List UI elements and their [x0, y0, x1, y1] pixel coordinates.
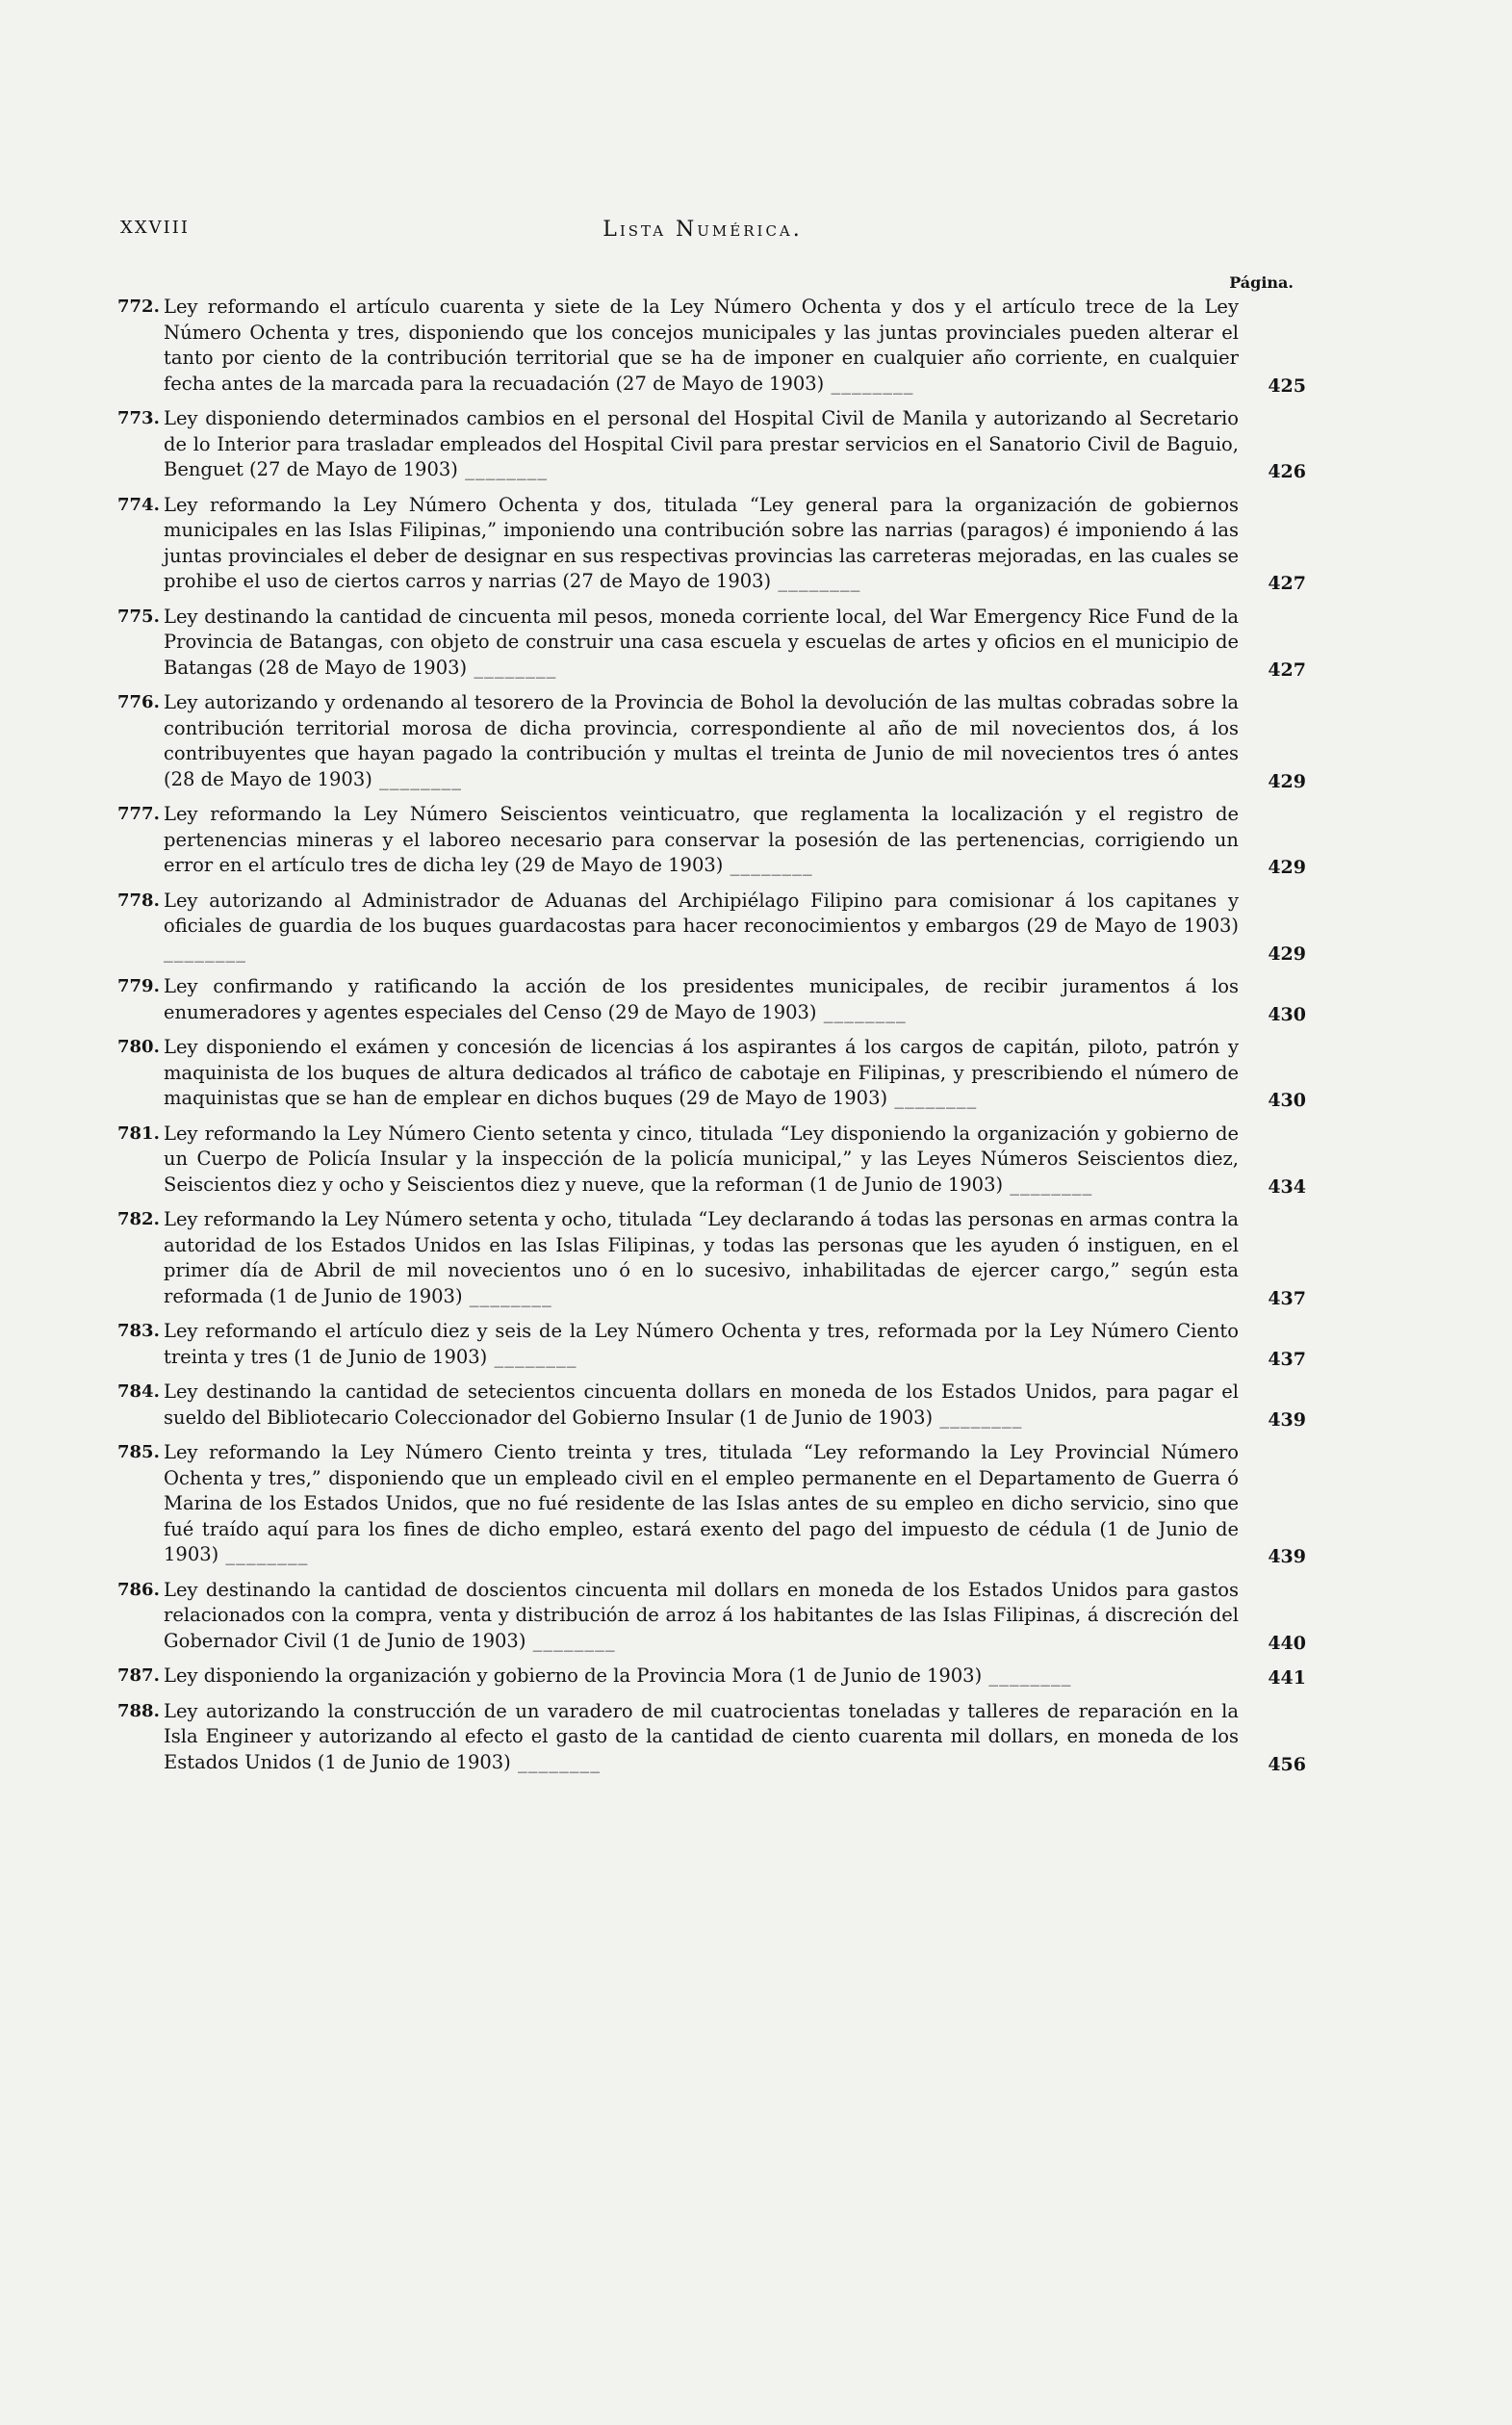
entry-page-number: 440 — [1268, 1632, 1306, 1654]
leader-dots: ________ — [467, 656, 557, 679]
entry-number: 779. — [117, 976, 160, 996]
entry-number: 781. — [117, 1122, 160, 1144]
entry-number: 778. — [117, 890, 160, 911]
list-item — [117, 1440, 1306, 1568]
entry-number: 772. — [117, 297, 160, 317]
entry-page-number: 434 — [1268, 1175, 1306, 1198]
entry-text: Ley confirmando y ratificando la acción de los presidentes municipales, de recibir juramentos á los enumeradores y agentes especiales del Censo (29 de Mayo de 1903) — [164, 975, 1239, 1023]
list-item — [117, 406, 1306, 483]
list-item — [117, 1207, 1306, 1309]
entry-page-number: 425 — [1268, 374, 1306, 397]
list-item — [117, 605, 1306, 682]
leader-dots: ________ — [525, 1629, 616, 1652]
entry-number: 787. — [117, 1665, 160, 1686]
entry-page-number: 430 — [1268, 1090, 1306, 1111]
entry-text: Ley reformando la Ley Número Seiscientos veinticuatro, que reglamenta la localización y el registro de pertenencias mineras y el laboreo necesario para conservar la posesión de las pertenencias, corrigiendo un error en el artículo tres de dicha ley (29 de Mayo de 1903) — [164, 803, 1239, 876]
leader-dots: ________ — [487, 1345, 577, 1368]
entry-number: 782. — [117, 1209, 160, 1229]
leader-dots: ________ — [462, 1284, 552, 1307]
list-item — [117, 1319, 1306, 1370]
list-item — [117, 1035, 1306, 1112]
list-item — [117, 1122, 1306, 1199]
leader-dots: ________ — [1003, 1173, 1093, 1196]
entry-text: Ley autorizando y ordenando al tesorero de la Provincia de Bohol la devolución de las multas cobradas sobre la contribución territorial morosa de dicha provincia, correspondiente al año de mil novecientos dos, á los contribuyentes que hayan pagado la contribución y multas el treinta de Junio de mil novecientos tres ó antes (28 de Mayo de 1903) — [164, 691, 1239, 790]
entry-page-number: 437 — [1268, 1348, 1306, 1370]
entry-text: Ley reformando la Ley Número Ciento treinta y tres, titulada “Ley reformando la Ley Provincial Número Ochenta y tres,” disponiendo que un empleado civil en el empleo permanente en el Departamento de Guerra ó Marina de los Estados Unidos, que no fué residente de las Islas antes de su empleo en dicho servicio, sino que fué traído aquí para los fines de dicho empleo, estará exento del pago del impuesto de cédula (1 de Junio de 1903) — [164, 1441, 1239, 1565]
page-number: XXVIII — [120, 218, 190, 238]
leader-dots: ________ — [824, 372, 914, 395]
entry-number: 783. — [117, 1321, 160, 1341]
entry-text: Ley autorizando la construcción de un varadero de mil cuatrocientas toneladas y talleres de reparación en la Isla Engineer y autorizando al efecto el gasto de la cantidad de ciento cuarenta mil dollars, en moneda de los Estados Unidos (1 de Junio de 1903) — [164, 1699, 1239, 1773]
leader-dots: ________ — [723, 854, 813, 876]
leader-dots: ________ — [372, 767, 463, 790]
entry-page-number: 429 — [1268, 857, 1306, 878]
entry-text: Ley reformando la Ley Número setenta y ocho, titulada “Ley declarando á todas las personas en armas contra la autoridad de los Estados Unidos en las Islas Filipinas, y todas las personas que les ayuden ó instiguen, en el primer día de Abril de mil novecientos uno ó en lo sucesivo, inhabilitadas de ejercer cargo,” según esta reformada (1 de Junio de 1903) — [164, 1208, 1239, 1307]
list-item — [117, 1380, 1306, 1431]
page-column-label: Página. — [1229, 273, 1294, 292]
entry-page-number: 456 — [1268, 1753, 1306, 1775]
entry-page-number: 439 — [1268, 1546, 1306, 1567]
list-item — [117, 1664, 1306, 1690]
list-item — [117, 1578, 1306, 1655]
entry-page-number: 427 — [1268, 573, 1306, 594]
entry-number: 777. — [117, 804, 160, 824]
entry-text: Ley reformando el artículo diez y seis de la Ley Número Ochenta y tres, reformada por la Ley Número Ciento treinta y tres (1 de Junio de 1903) — [164, 1320, 1239, 1368]
list-item — [117, 802, 1306, 879]
entry-page-number: 441 — [1268, 1667, 1306, 1689]
entry-number: 775. — [117, 606, 160, 627]
entry-text: Ley disponiendo el exámen y concesión de licencias á los aspirantes á los cargos de capitán, piloto, patrón y maquinista de los buques de altura dedicados al tráfico de cabotaje en Filipinas, y prescribiendo el número de maquinistas que se han de emplear en dichos buques (29 de Mayo de 1903) — [164, 1036, 1239, 1109]
entry-number: 774. — [117, 494, 160, 515]
entry-page-number: 429 — [1268, 942, 1306, 965]
entry-number: 786. — [117, 1579, 160, 1600]
entry-number: 784. — [117, 1381, 160, 1402]
list-item — [117, 493, 1306, 595]
entry-text: Ley destinando la cantidad de setecientos cincuenta dollars en moneda de los Estados Unidos, para pagar el sueldo del Bibliotecario Coleccionador del Gobierno Insular (1 de Junio de 1903) — [164, 1380, 1239, 1429]
entry-text: Ley destinando la cantidad de cincuenta mil pesos, moneda corriente local, del War Emergency Rice Fund de la Provincia de Batangas, con objeto de construir una casa escuela y escuelas de artes y oficios en el municipio de Batangas (28 de Mayo de 1903) — [164, 605, 1239, 679]
leader-dots: ________ — [933, 1406, 1023, 1429]
entry-number: 780. — [117, 1037, 160, 1057]
entry-text: Ley disponiendo la organización y gobierno de la Provincia Mora (1 de Junio de 1903) — [164, 1664, 983, 1687]
entry-text: Ley reformando el artículo cuarenta y siete de la Ley Número Ochenta y dos y el artículo trece de la Ley Número Ochenta y tres, disponiendo que los concejos municipales y las juntas provinciales pueden alterar el tanto por ciento de la contribución territorial que se ha de imponer en cualquier año corriente, en cualquier fecha antes de la marcada para la recuadación (27 de Mayo de 1903) — [164, 296, 1239, 395]
entry-number: 773. — [117, 408, 160, 428]
leader-dots: ________ — [164, 940, 246, 963]
entry-text: Ley destinando la cantidad de doscientos cincuenta mil dollars en moneda de los Estados Unidos para gastos relacionados con la compra, venta y distribución de arroz á los habitantes de las Islas Filipinas, á discreción del Gobernador Civil (1 de Junio de 1903) — [164, 1578, 1239, 1652]
entry-text: Ley autorizando al Administrador de Aduanas del Archipiélago Filipino para comisionar á los capitanes y oficiales de guardia de los buques guardacostas para hacer reconocimientos y embargos (29 de Mayo de 1903) — [164, 889, 1239, 937]
leader-dots: ________ — [816, 1000, 907, 1023]
entry-text: Ley reformando la Ley Número Ciento setenta y cinco, titulada “Ley disponiendo la organización y gobierno de un Cuerpo de Policía Insular y la inspección de la policía municipal,” y las Leyes Números Seiscientos diez, Seiscientos diez y ocho y Seiscientos diez y nueve, que la reforman (1 de Junio de 1903) — [164, 1122, 1239, 1196]
leader-dots: ________ — [510, 1750, 601, 1773]
entry-text: Ley reformando la Ley Número Ochenta y dos, titulada “Ley general para la organización de gobiernos municipales en las Islas Filipinas,” imponiendo una contribución sobre las narrias (paragos) é imponiendo á las juntas provinciales el deber de designar en sus respectivas provincias las carreteras mejoradas, en las cuales se prohibe el uso de ciertos carros y narrias (27 de Mayo de 1903) — [164, 493, 1239, 592]
entry-page-number: 430 — [1268, 1003, 1306, 1025]
running-title: Lista Numérica. — [602, 218, 803, 242]
entry-number: 788. — [117, 1700, 160, 1721]
leader-dots: ________ — [218, 1543, 309, 1565]
entry-page-number: 427 — [1268, 658, 1306, 681]
entry-number: 776. — [117, 692, 160, 712]
entry-text: Ley disponiendo determinados cambios en el personal del Hospital Civil de Manila y autorizando al Secretario de lo Interior para trasladar empleados del Hospital Civil para prestar servicios en el Sanatorio Civil de Baguio, Benguet (27 de Mayo de 1903) — [164, 407, 1239, 480]
leader-dots: ________ — [771, 570, 861, 592]
leader-dots: ________ — [887, 1087, 978, 1109]
entry-page-number: 437 — [1268, 1287, 1306, 1309]
list-item — [117, 974, 1306, 1025]
entry-number: 785. — [117, 1442, 160, 1462]
page-header — [120, 218, 1285, 256]
entry-page-number: 429 — [1268, 770, 1306, 792]
list-item — [117, 295, 1306, 397]
list-item — [117, 889, 1306, 966]
entry-list — [117, 295, 1306, 1785]
leader-dots: ________ — [457, 458, 549, 480]
entry-page-number: 439 — [1268, 1408, 1306, 1431]
entry-page-number: 426 — [1268, 461, 1306, 482]
list-item — [117, 690, 1306, 792]
list-item — [117, 1699, 1306, 1776]
leader-dots: ________ — [982, 1664, 1072, 1687]
